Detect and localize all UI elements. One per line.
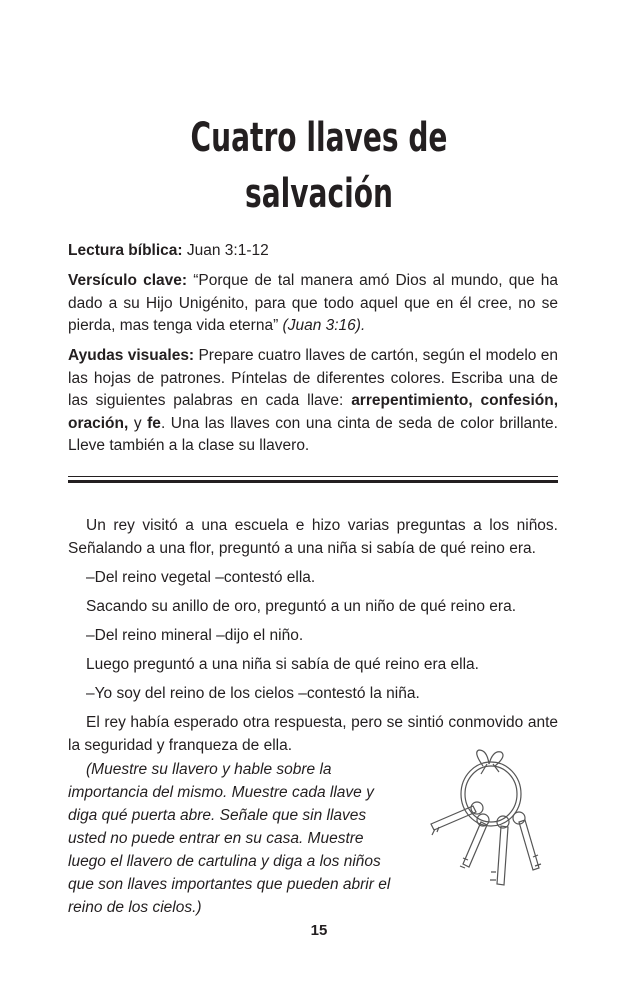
ayudas-visuales [68, 345, 558, 458]
lectura-label: Lectura bíblica: [68, 242, 183, 259]
story-dialogue: –Del reino vegetal –contestó ella. [86, 569, 316, 586]
keychain-illustration [413, 744, 563, 894]
word-arrepentimiento: arrepentimiento, [351, 392, 473, 409]
word-y: y [133, 414, 142, 432]
word-confesion: confesión, [480, 392, 559, 409]
page-number: 15 [310, 922, 328, 939]
story-dialogue: –Del reino mineral –dijo el niño. [86, 627, 304, 644]
story-paragraph: Sacando su anillo de oro, preguntó a un niño de qué reino era. [86, 598, 517, 615]
versiculo-label: Versículo clave: [68, 272, 188, 289]
story [68, 514, 558, 763]
versiculo-text: “Porque de tal manera amó Dios al mundo, que ha dado a su Hijo Unigénito, para que todo aquel que en él cree, no se pierda, mas tenga vida eterna” [68, 272, 559, 334]
teacher-note: (Muestre su llavero y hable sobre la importancia del mismo. Muestre cada llave y diga qué puerta abre. Señale que sin llaves usted no puede entrar en su casa. Muestre luego el llavero de cartulina y diga a los niños que son llaves importantes que pueden abrir el reino de los cielos.) [68, 761, 391, 916]
story-dialogue: –Yo soy del reino de los cielos –contestó la niña. [86, 685, 420, 702]
ayudas-label: Ayudas visuales: [68, 347, 195, 364]
word-fe: fe [147, 414, 161, 432]
versiculo-clave [68, 270, 558, 338]
title-line-1: Cuatro llaves de [190, 115, 448, 161]
lectura-biblica [68, 240, 558, 263]
versiculo-ref: (Juan 3:16). [282, 317, 366, 334]
title-line-2: salvación [244, 171, 394, 217]
ayudas-text-2: . Una las llaves con una cinta de seda de color brillante. Lleve también a la clase su llavero. [68, 414, 558, 454]
divider-thick [68, 480, 558, 483]
divider-thin [68, 476, 558, 477]
lectura-text: Juan 3:1-12 [186, 242, 269, 259]
story-paragraph: Luego preguntó a una niña si sabía de qué reino era ella. [86, 656, 479, 673]
page-title [0, 110, 638, 222]
word-oracion: oración, [68, 414, 129, 432]
story-paragraph: El rey había esperado otra respuesta, pero se sintió conmovido ante la seguridad y franqueza de ella. [68, 714, 558, 754]
story-paragraph: Un rey visitó a una escuela e hizo varias preguntas a los niños. Señalando a una flor, preguntó a una niña si sabía de qué reino era. [68, 517, 558, 557]
ayudas-text-1: Prepare cuatro llaves de cartón, según el modelo en las hojas de patrones. Píntelas de diferentes colores. Escriba una de las siguientes palabras en cada llave: [68, 347, 558, 409]
